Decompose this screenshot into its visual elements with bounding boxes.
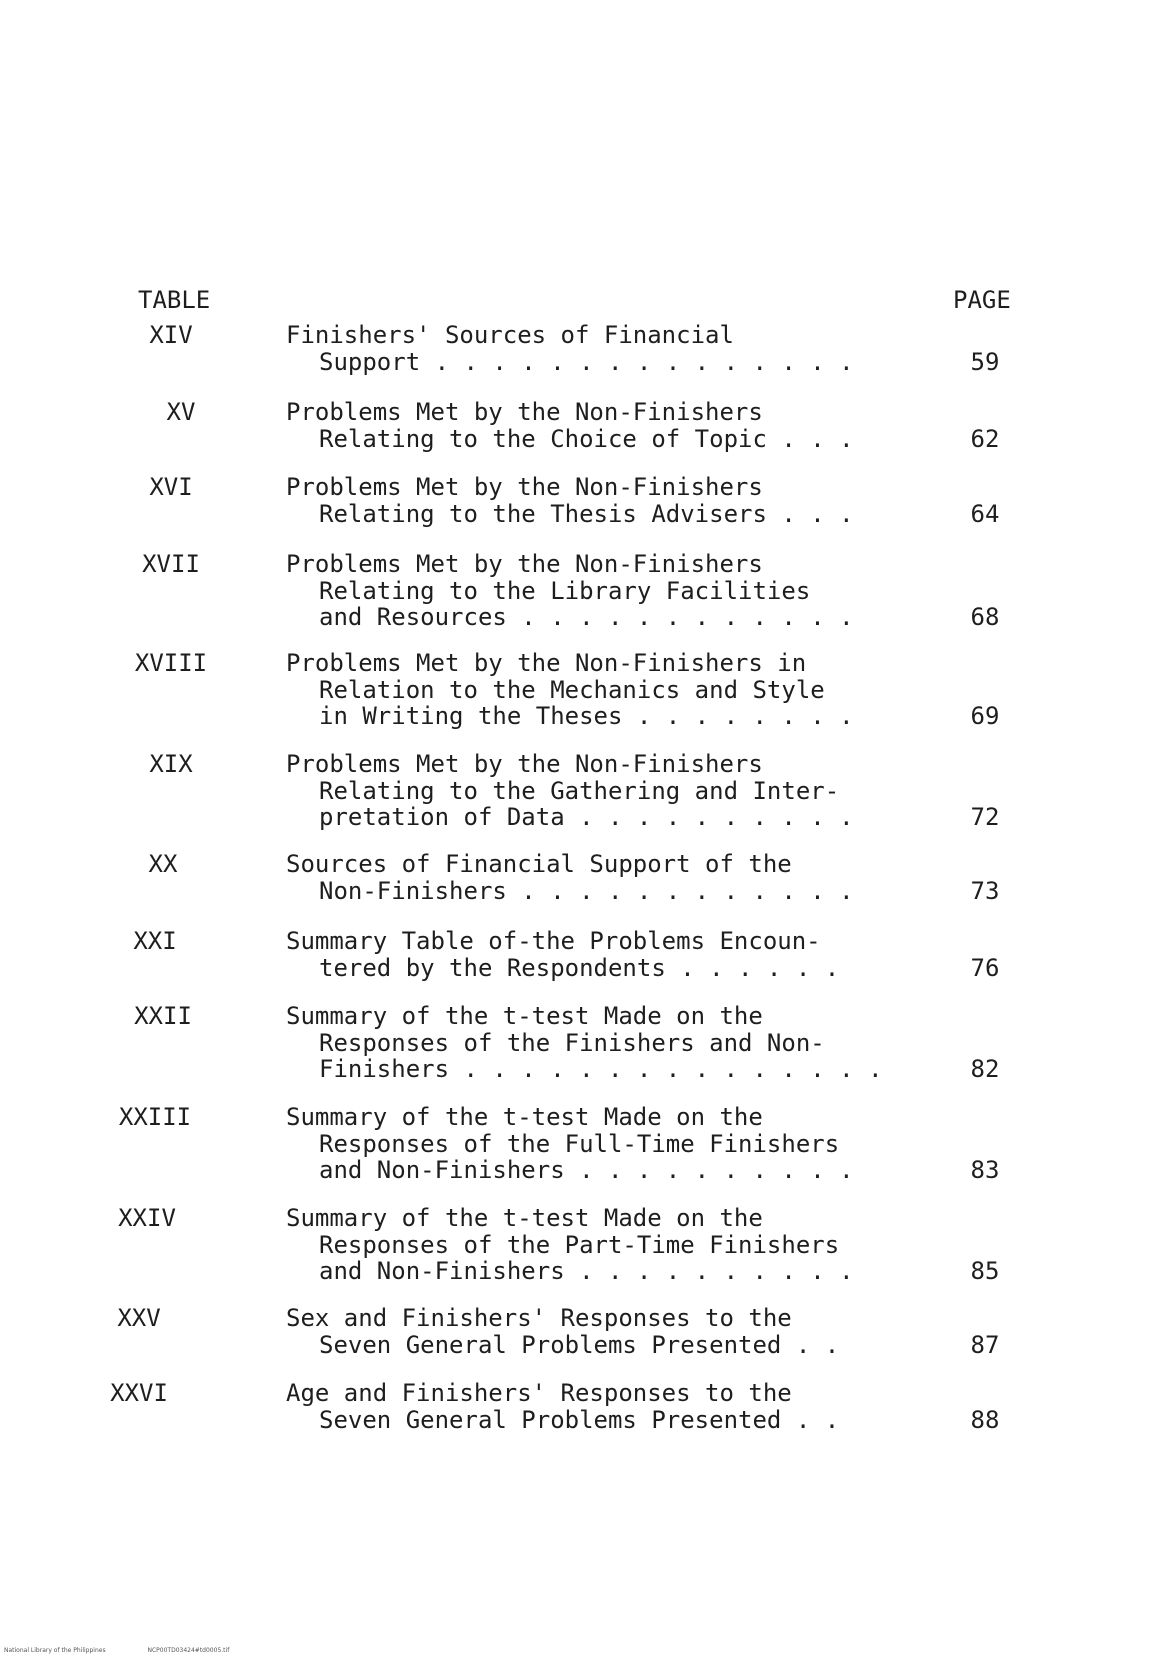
table-number: XXII	[134, 1002, 192, 1030]
table-number: XVIII	[134, 649, 208, 677]
page-number: 59	[970, 347, 1000, 376]
title-line: Age and Finishers' Responses to the	[286, 1380, 792, 1407]
table-title	[286, 1003, 926, 1083]
table-title	[286, 551, 926, 631]
title-line: Seven General Problems Presented . .	[319, 1331, 840, 1358]
title-line: tered by the Respondents . . . . . .	[319, 954, 840, 981]
title-line: Problems Met by the Non-Finishers	[286, 551, 763, 578]
title-line: and Resources . . . . . . . . . . . .	[319, 604, 854, 631]
title-line: Summary of the t-test Made on the	[286, 1205, 763, 1232]
scan-footer	[4, 1647, 269, 1654]
page-number: 83	[970, 1156, 1000, 1184]
table-number: XX	[148, 850, 178, 878]
footer-library: National Library of the Philippines	[4, 1647, 106, 1654]
table-number: XIX	[149, 750, 193, 778]
title-line: pretation of Data . . . . . . . . . .	[319, 804, 854, 831]
title-line: Relating to the Library Facilities	[319, 577, 811, 604]
table-number: XVI	[149, 473, 193, 501]
page-column-header: PAGE	[953, 286, 1011, 314]
page-number: 82	[970, 1055, 1000, 1083]
title-line: Responses of the Finishers and Non-	[319, 1029, 825, 1056]
page-number: 69	[970, 702, 1000, 730]
footer-filename: NCP00TD03424#td0005.tif	[147, 1647, 230, 1654]
table-title	[286, 751, 926, 831]
title-line: Relating to the Gathering and Inter-	[319, 777, 840, 804]
title-line: Problems Met by the Non-Finishers	[286, 474, 763, 501]
page-number: 76	[970, 953, 1000, 982]
title-line: Non-Finishers . . . . . . . . . . . .	[319, 877, 854, 904]
title-line: Problems Met by the Non-Finishers in	[286, 650, 807, 677]
table-title	[286, 650, 926, 730]
page-number: 64	[970, 499, 1000, 528]
table-title	[286, 474, 926, 527]
title-line: Problems Met by the Non-Finishers	[286, 399, 763, 426]
table-number: XXV	[117, 1304, 161, 1332]
title-line: Relation to the Mechanics and Style	[319, 676, 825, 703]
table-title	[286, 1380, 926, 1433]
table-title	[286, 322, 926, 375]
table-column-header: TABLE	[138, 286, 211, 314]
title-line: and Non-Finishers . . . . . . . . . .	[319, 1258, 854, 1285]
table-title	[286, 1205, 926, 1285]
table-title	[286, 928, 926, 981]
title-line: and Non-Finishers . . . . . . . . . .	[319, 1157, 854, 1184]
title-line: Responses of the Full-Time Finishers	[319, 1130, 840, 1157]
page-number: 62	[970, 424, 1000, 453]
page-number: 72	[970, 803, 1000, 831]
page-number: 85	[970, 1257, 1000, 1285]
table-number: XV	[166, 398, 196, 426]
table-number: XIV	[149, 321, 193, 349]
title-line: in Writing the Theses . . . . . . . .	[319, 703, 854, 730]
page-number: 73	[970, 876, 1000, 905]
title-line: Finishers . . . . . . . . . . . . . . .	[319, 1056, 883, 1083]
page-number: 88	[970, 1405, 1000, 1434]
table-title	[286, 1305, 926, 1358]
table-title	[286, 399, 926, 452]
table-number: XXVI	[110, 1379, 168, 1407]
title-line: Problems Met by the Non-Finishers	[286, 751, 763, 778]
title-line: Responses of the Part-Time Finishers	[319, 1231, 840, 1258]
table-number: XXI	[133, 927, 177, 955]
title-line: Relating to the Choice of Topic . . .	[319, 425, 854, 452]
title-line: Summary of the t-test Made on the	[286, 1003, 763, 1030]
table-title	[286, 1104, 926, 1184]
table-number: XXIV	[118, 1204, 176, 1232]
title-line: Summary Table of-the Problems Encoun-	[286, 928, 821, 955]
table-number: XXIII	[118, 1103, 192, 1131]
title-line: Sources of Financial Support of the	[286, 851, 792, 878]
title-line: Support . . . . . . . . . . . . . . .	[319, 348, 854, 375]
table-number: XVII	[142, 550, 200, 578]
title-line: Sex and Finishers' Responses to the	[286, 1305, 792, 1332]
title-line: Relating to the Thesis Advisers . . .	[319, 500, 854, 527]
page-number: 87	[970, 1330, 1000, 1359]
page-number: 68	[970, 603, 1000, 631]
title-line: Summary of the t-test Made on the	[286, 1104, 763, 1131]
title-line: Finishers' Sources of Financial	[286, 322, 734, 349]
table-title	[286, 851, 926, 904]
title-line: Seven General Problems Presented . .	[319, 1406, 840, 1433]
